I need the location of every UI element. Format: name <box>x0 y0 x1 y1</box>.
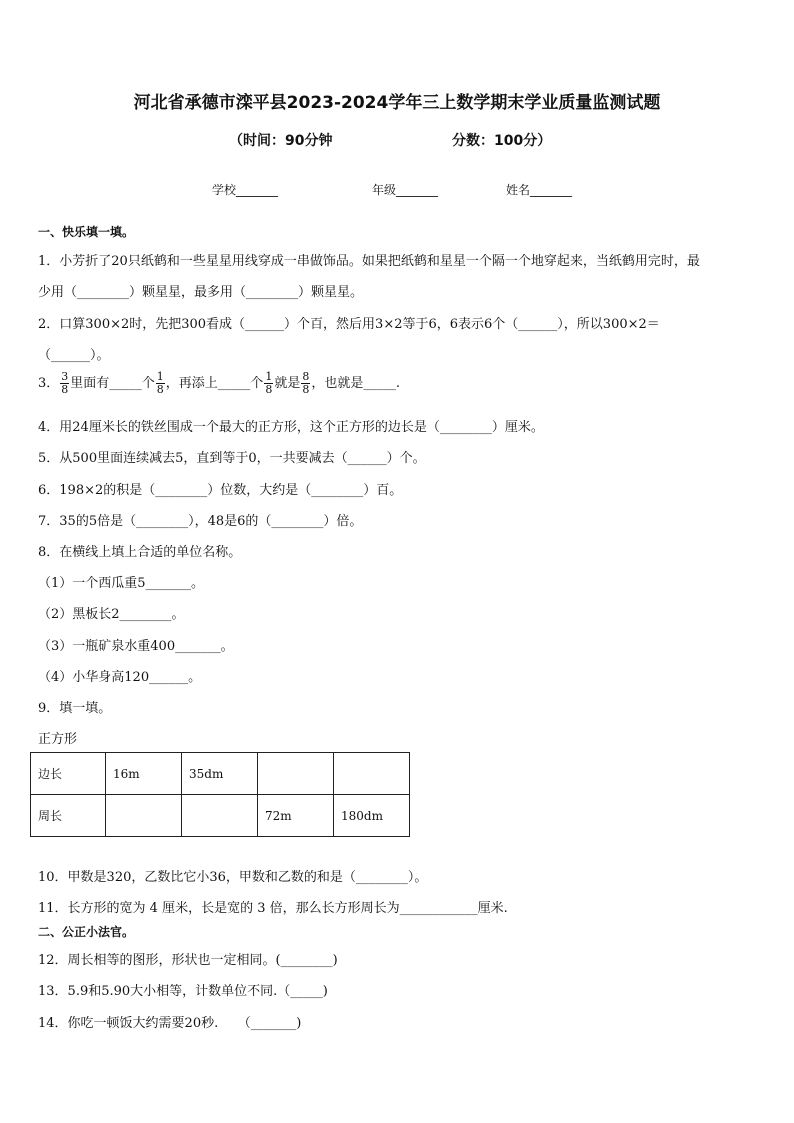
q3-text-2: 里面有_____个 <box>70 376 155 391</box>
table-cell: 72m <box>258 795 334 837</box>
fraction-1-8 <box>156 371 165 396</box>
fraction-numerator: 1 <box>265 370 273 383</box>
table-header-cell: 周长 <box>31 795 106 837</box>
table-cell: 180dm <box>334 795 410 837</box>
q3-text-4: 就是 <box>274 376 301 391</box>
q3-text-5: ，也就是_____. <box>311 376 400 391</box>
fraction-3-8 <box>60 371 69 396</box>
question-8: 8．在横线上填上合适的单位名称。 <box>38 545 242 560</box>
grade-field[interactable]: 年级_______ <box>372 183 439 197</box>
question-8-item-3: （3）一瓶矿泉水重400_______。 <box>38 639 234 654</box>
question-9: 9．填一填。 <box>38 701 112 716</box>
question-5: 5．从500里面连续减去5，直到等于0，一共要减去（______）个。 <box>38 451 426 466</box>
fraction-numerator: 1 <box>156 370 164 383</box>
fraction-denominator: 8 <box>265 383 273 396</box>
fraction-denominator: 8 <box>302 383 310 396</box>
table-row <box>31 795 410 837</box>
question-11: 11．长方形的宽为 4 厘米，长是宽的 3 倍，那么长方形周长为____________厘米. <box>38 901 508 916</box>
table-cell[interactable] <box>106 795 182 837</box>
question-2-line-1: 2．口算300×2时，先把300看成（______）个百，然后用3×2等于6，6表示6个（______），所以300×2＝ <box>38 317 660 332</box>
question-3 <box>38 371 400 396</box>
section-1-heading: 一、快乐填一填。 <box>38 225 135 239</box>
question-6: 6．198×2的积是（________）位数，大约是（________）百。 <box>38 483 403 498</box>
section-2-heading: 二、公正小法官。 <box>38 925 135 939</box>
square-table <box>30 752 410 837</box>
table-cell[interactable] <box>334 753 410 795</box>
table-caption: 正方形 <box>38 732 78 747</box>
table-cell: 16m <box>106 753 182 795</box>
question-8-item-1: （1）一个西瓜重5_______。 <box>38 576 205 591</box>
question-12: 12．周长相等的图形，形状也一定相同。(________) <box>38 953 338 968</box>
fraction-8-8 <box>301 371 310 396</box>
question-4: 4．用24厘米长的铁丝围成一个最大的正方形，这个正方形的边长是（________）厘米。 <box>38 420 544 435</box>
exam-score: 分数：100分） <box>452 133 552 149</box>
table-header-cell: 边长 <box>31 753 106 795</box>
fraction-numerator: 8 <box>302 370 310 383</box>
page-title: 河北省承德市滦平县2023-2024学年三上数学期末学业质量监测试题 <box>133 93 661 113</box>
fraction-denominator: 8 <box>61 383 69 396</box>
question-2-line-2: （______）。 <box>38 348 110 363</box>
question-14: 14．你吃一顿饭大约需要20秒. （_______) <box>38 1016 302 1031</box>
fraction-1-8-second <box>264 371 273 396</box>
question-13: 13．5.9和5.90大小相等，计数单位不同.（_____) <box>38 984 328 999</box>
table-cell: 35dm <box>182 753 258 795</box>
question-1-line-2: 少用（________）颗星星，最多用（________）颗星星。 <box>38 285 364 300</box>
table-cell[interactable] <box>258 753 334 795</box>
school-field[interactable]: 学校_______ <box>212 183 279 197</box>
question-1-line-1: 1．小芳折了20只纸鹤和一些星星用线穿成一串做饰品。如果把纸鹤和星星一个隔一个地穿起来，当纸鹤用完时，最 <box>38 254 700 269</box>
question-7: 7．35的5倍是（________），48是6的（________）倍。 <box>38 514 363 529</box>
table-cell[interactable] <box>182 795 258 837</box>
fraction-numerator: 3 <box>61 370 69 383</box>
q3-text-3: ，再添上_____个 <box>165 376 264 391</box>
fraction-denominator: 8 <box>156 383 164 396</box>
exam-time: （时间：90分钟 <box>229 133 333 149</box>
question-8-item-2: （2）黑板长2________。 <box>38 607 185 622</box>
name-field[interactable]: 姓名_______ <box>506 183 573 197</box>
question-10: 10．甲数是320，乙数比它小36，甲数和乙数的和是（________）。 <box>38 870 428 885</box>
question-8-item-4: （4）小华身高120______。 <box>38 670 202 685</box>
q3-text-1: 3． <box>38 376 60 391</box>
table-row <box>31 753 410 795</box>
